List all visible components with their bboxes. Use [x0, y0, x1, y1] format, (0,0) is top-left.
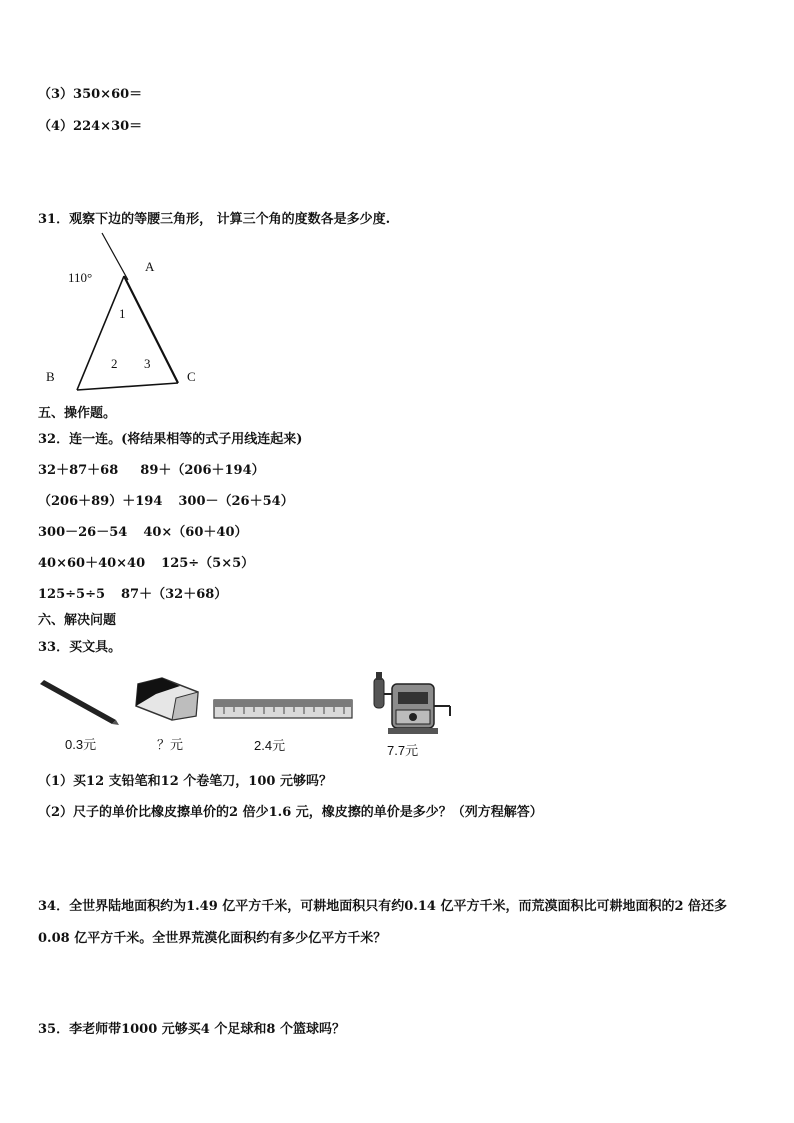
exercise-4	[38, 115, 142, 134]
left-expression: 40×60＋40×40	[38, 556, 146, 571]
question-33-part-2: （2）尺子的单价比橡皮擦单价的2 倍少1.6 元，橡皮擦的单价是多少？（列方程解答）	[38, 805, 543, 820]
angle-110-label: 110°	[68, 270, 93, 285]
match-row	[38, 583, 227, 602]
ruler-image	[212, 694, 354, 724]
left-expression: 32＋87＋68	[38, 463, 119, 478]
right-expression: 40×（60＋40）	[143, 525, 248, 540]
question-31: 31．观察下边的等腰三角形， 计算三个角的度数各是多少度.	[38, 212, 391, 227]
ruler-price: 2.4元	[254, 738, 286, 753]
left-expression: 300－26－54	[38, 525, 128, 540]
angle-2-label: 2	[111, 356, 118, 371]
match-row	[38, 490, 294, 509]
exercise-expression: 224×30＝	[73, 119, 143, 134]
section-5-heading: 五、操作题。	[38, 406, 117, 421]
right-expression: 87＋（32＋68）	[121, 587, 228, 602]
angle-3-label: 3	[144, 356, 151, 371]
vertex-b-label: B	[46, 369, 55, 384]
exercise-number: （4）	[38, 119, 74, 134]
side-ab	[77, 276, 124, 390]
right-expression: 125÷（5×5）	[161, 556, 255, 571]
sharpener-price: 7.7元	[387, 743, 419, 758]
angle-1-label: 1	[119, 306, 126, 321]
exercise-number: （3）	[38, 87, 74, 102]
side-ac	[124, 276, 178, 383]
match-row	[38, 552, 254, 571]
right-expression: 89＋（206＋194）	[140, 463, 265, 478]
left-expression: 125÷5÷5	[38, 587, 106, 602]
question-34-line-2: 0.08 亿平方千米。全世界荒漠化面积约有多少亿平方千米？	[38, 931, 387, 946]
left-expression: （206＋89）＋194	[38, 494, 163, 509]
side-bc	[77, 383, 178, 390]
question-33-part-1: （1）买12 支铅笔和12 个卷笔刀，100 元够吗？	[38, 774, 332, 789]
pencil-price: 0.3元	[65, 737, 97, 752]
vertex-c-label: C	[187, 369, 196, 384]
section-6-heading: 六、解决问题	[38, 613, 117, 628]
exercise-3	[38, 83, 142, 102]
question-33: 33．买文具。	[38, 640, 122, 655]
isosceles-triangle-figure	[40, 228, 220, 398]
question-34-line-1: 34．全世界陆地面积约为1.49 亿平方千米，可耕地面积只有约0.14 亿平方千米，而荒漠面积比可耕地面积的2 倍还多	[38, 899, 728, 914]
eraser-price: ？元	[157, 737, 184, 752]
pencil-image	[38, 676, 120, 726]
match-row	[38, 521, 248, 540]
eraser-image	[132, 676, 200, 722]
question-32: 32．连一连。(将结果相等的式子用线连起来)	[38, 432, 303, 447]
pencil-sharpener-image	[370, 670, 454, 740]
question-35: 35．李老师带1000 元够买4 个足球和8 个篮球吗？	[38, 1022, 345, 1037]
right-expression: 300－（26＋54）	[178, 494, 294, 509]
match-row	[38, 459, 265, 478]
extension-line	[102, 233, 128, 280]
vertex-a-label: A	[145, 259, 155, 274]
exercise-expression: 350×60＝	[73, 87, 143, 102]
